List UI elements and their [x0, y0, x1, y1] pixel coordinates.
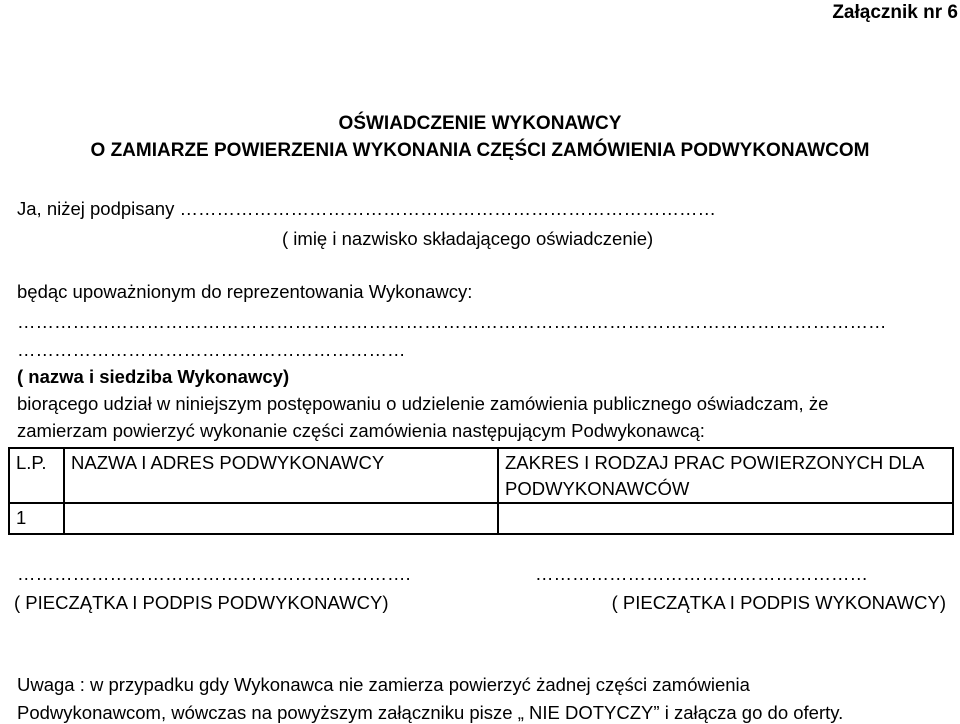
contractor-signature-dots: ……………………………………………… — [535, 563, 868, 584]
subcontractor-signature-caption: ( PIECZĄTKA I PODPIS PODWYKONAWCY) — [14, 592, 389, 613]
table-row — [9, 503, 953, 534]
contractor-caption: ( nazwa i siedziba Wykonawcy) — [17, 366, 290, 387]
signatory-caption: ( imię i nazwisko składającego oświadczenie) — [282, 228, 654, 249]
signatory-line: Ja, niżej podpisany …………………………………………………………………………… — [17, 198, 716, 219]
cell-scope — [498, 503, 953, 534]
note-line2: Podwykonawcom, wówczas na powyższym załączniku pisze „ NIE DOTYCZY” i załącza go do oferty. — [17, 702, 844, 723]
annex-label: Załącznik nr 6 — [832, 2, 958, 23]
declaration-paragraph-line1: biorącego udział w niniejszym postępowaniu o udzielenie zamówienia publicznego oświadczam, że — [17, 393, 829, 414]
subcontractor-signature-dots: ………………………………………………………. — [17, 563, 411, 584]
subcontractors-table — [8, 447, 954, 535]
document-title-line2: O ZAMIARZE POWIERZENIA WYKONANIA CZĘŚCI ZAMÓWIENIA PODWYKONAWCOM — [90, 140, 870, 161]
declaration-paragraph-line2: zamierzam powierzyć wykonanie części zamówienia następującym Podwykonawcą: — [17, 420, 705, 441]
table-header-row — [9, 448, 953, 503]
header-name-address: NAZWA I ADRES PODWYKONAWCY — [64, 448, 498, 503]
contractor-dots-line-1: …………………………………………………………………………………………………………………………… — [17, 311, 887, 332]
contractor-dots-line-2: ……………………………………………………… — [17, 339, 406, 360]
contractor-signature-caption: ( PIECZĄTKA I PODPIS WYKONAWCY) — [611, 592, 946, 613]
authorized-line: będąc upoważnionym do reprezentowania Wykonawcy: — [17, 281, 473, 302]
cell-name-address — [64, 503, 498, 534]
note-line1: Uwaga : w przypadku gdy Wykonawca nie zamierza powierzyć żadnej części zamówienia — [17, 674, 750, 695]
header-lp: L.P. — [9, 448, 64, 503]
cell-lp: 1 — [9, 503, 64, 534]
header-scope: ZAKRES I RODZAJ PRAC POWIERZONYCH DLA PODWYKONAWCÓW — [498, 448, 953, 503]
document-title-line1: OŚWIADCZENIE WYKONAWCY — [338, 113, 622, 134]
